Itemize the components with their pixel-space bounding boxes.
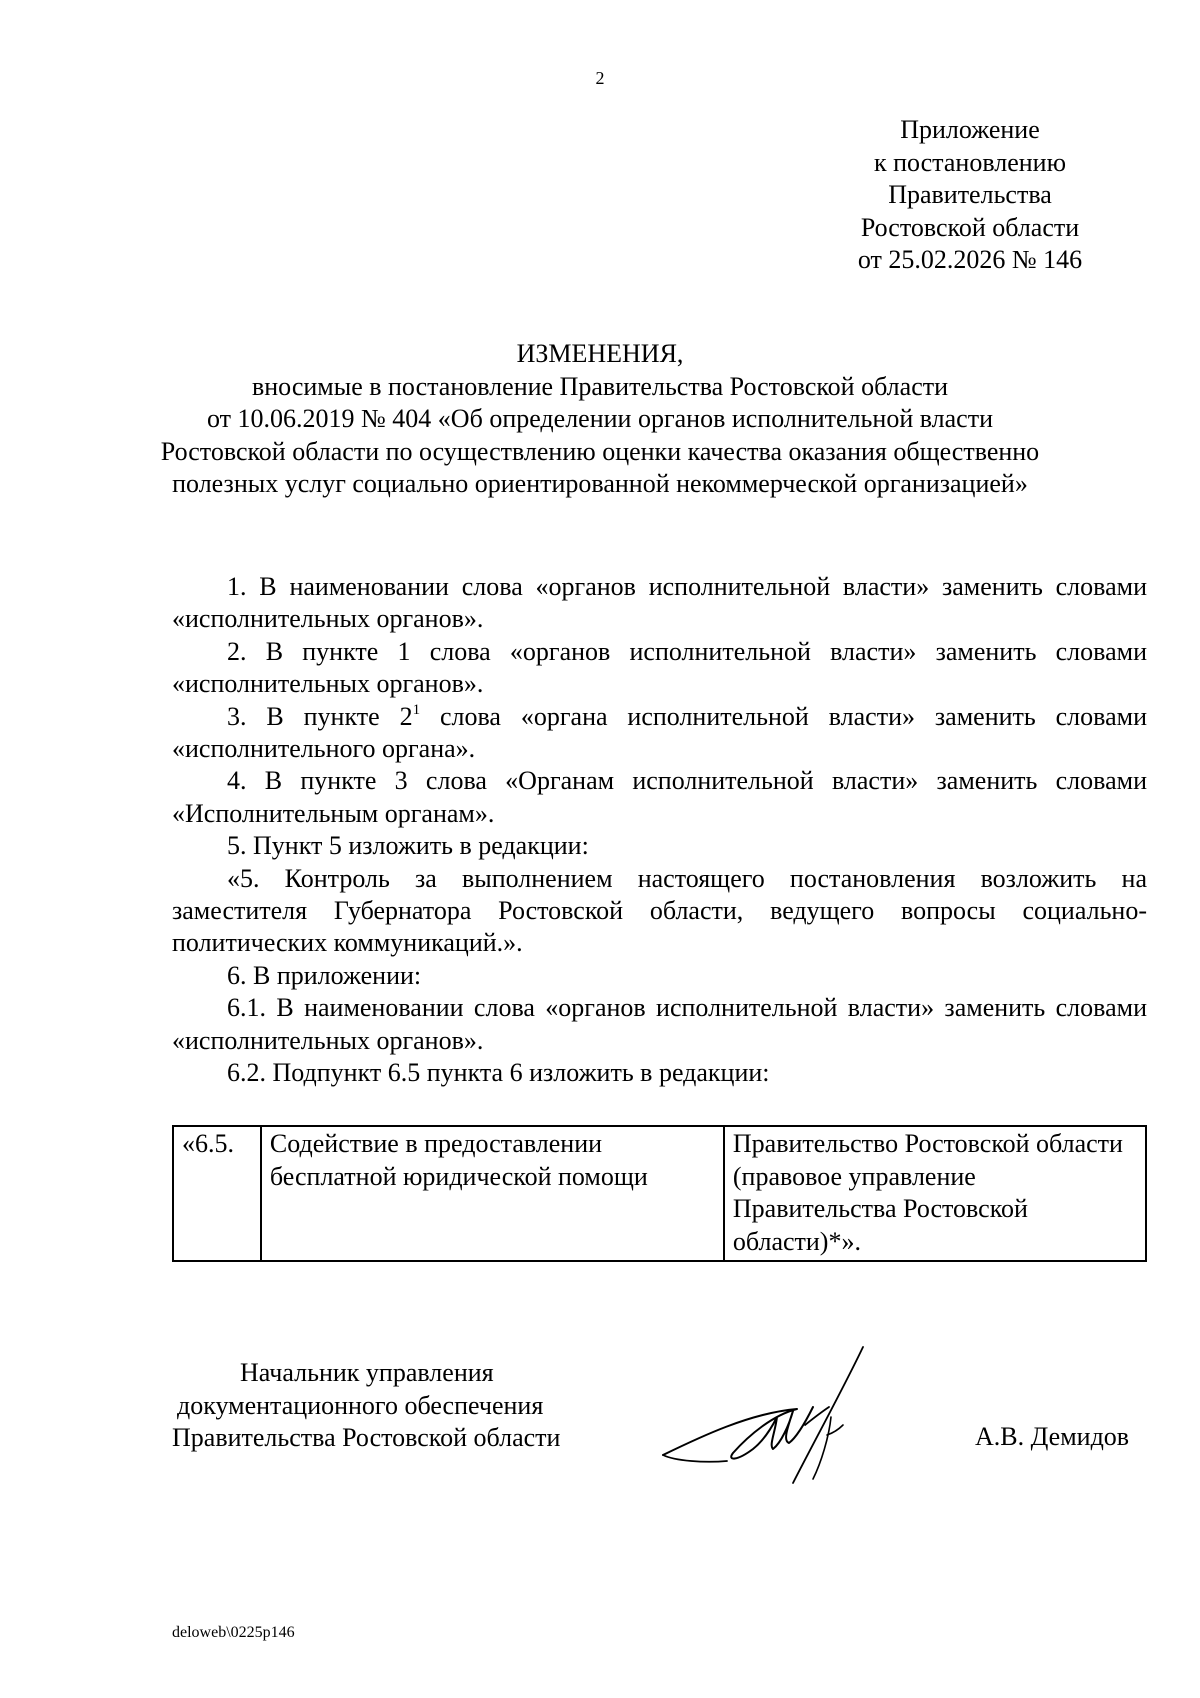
position-line: документационного обеспечения	[177, 1390, 544, 1420]
paragraph-1: 1. В наименовании слова «органов исполнительной власти» заменить словами «исполнительных органов».	[172, 572, 1147, 634]
paragraph-2: 2. В пункте 1 слова «органов исполнительной власти» заменить словами «исполнительных органов».	[172, 636, 1147, 699]
document-reference: deloweb\0225p146	[172, 1624, 295, 1641]
appendix-line: к постановлению	[873, 147, 1067, 177]
paragraph-5: 5. Пункт 5 изложить в редакции:	[227, 831, 589, 861]
paragraph-4: 4. В пункте 3 слова «Органам исполнительной власти» заменить словами «Исполнительным органам».	[172, 766, 1147, 828]
paragraph-3-start: 3. В пункте 2	[227, 701, 413, 731]
document-title	[150, 338, 1050, 501]
appendix-line: Приложение	[900, 115, 1040, 144]
table-row	[173, 1126, 1146, 1261]
position-line: Правительства Ростовской области	[172, 1423, 561, 1452]
paragraph-3-end: слова «органа исполнительной власти» заменить словами «исполнительного органа».	[172, 701, 1147, 764]
signer-name: А.В. Демидов	[975, 1422, 1130, 1451]
position-line: Начальник управления	[240, 1358, 494, 1387]
title-line: Ростовской области по осуществлению оценки качества оказания общественно	[160, 436, 1040, 466]
paragraph-5-quote: «5. Контроль за выполнением настоящего постановления возложить на заместителя Губернатора Ростовской области, ведущего вопросы социально-политических коммуникаций.».	[172, 863, 1147, 958]
amendments-body	[172, 571, 1147, 1090]
paragraph-6-2: 6.2. Подпункт 6.5 пункта 6 изложить в редакции:	[227, 1058, 770, 1088]
title-line: полезных услуг социально ориентированной некоммерческой организацией»	[172, 469, 1028, 498]
title-line: от 10.06.2019 № 404 «Об определении органов исполнительной власти	[206, 404, 994, 433]
handwritten-signature	[655, 1345, 935, 1515]
appendix-header	[820, 114, 1120, 277]
appendix-line: Ростовской области	[860, 212, 1080, 242]
paragraph-6-1: 6.1. В наименовании слова «органов исполнительной власти» заменить словами «исполнительных органов».	[172, 993, 1147, 1055]
appendix-line: от 25.02.2026 № 146	[857, 245, 1083, 274]
amendment-table	[172, 1125, 1147, 1262]
signatory-position	[172, 1357, 560, 1455]
title-line: вносимые в постановление Правительства Ростовской области	[251, 371, 949, 401]
table-cell-service: Содействие в предоставлении бесплатной юридической помощи	[261, 1126, 724, 1261]
table-cell-authority: Правительство Ростовской области (правовое управление Правительства Ростовской области)*».	[724, 1126, 1146, 1261]
paragraph-6: 6. В приложении:	[227, 960, 422, 990]
title-heading: ИЗМЕНЕНИЯ,	[516, 339, 684, 368]
superscript-index: 1	[412, 701, 421, 718]
paragraph-3	[172, 701, 1147, 766]
table-cell-number: «6.5.	[173, 1126, 261, 1261]
page-number: 2	[595, 68, 605, 88]
appendix-line: Правительства	[888, 180, 1052, 209]
